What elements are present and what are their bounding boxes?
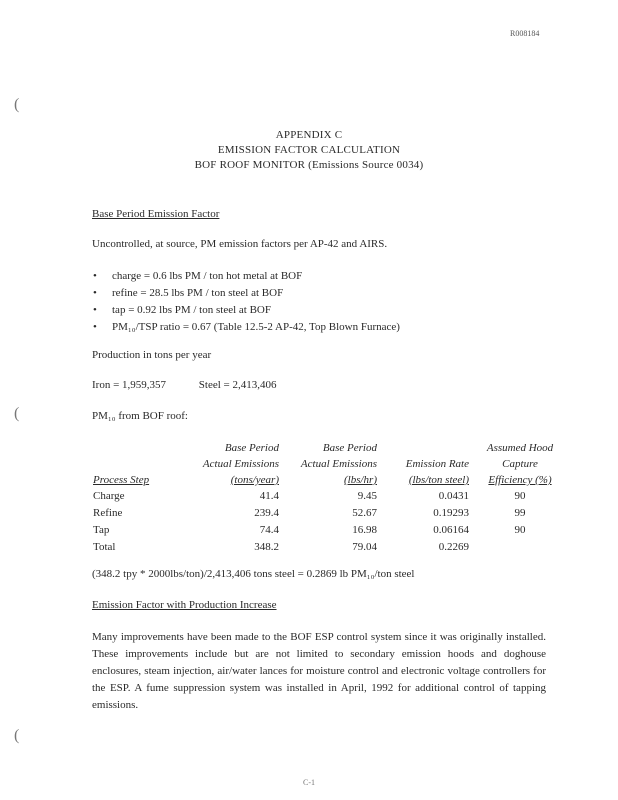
punch-hole-mark: ( bbox=[14, 405, 20, 422]
table-cell: 0.06164 bbox=[433, 524, 469, 536]
table-row bbox=[90, 522, 568, 539]
column-header: Assumed Hood Capture Efficiency (%) bbox=[486, 442, 554, 486]
improvements-paragraph: Many improvements have been made to the BOF ESP control system since it was originally installed. These improvements include but are not limited to secondary emission hoods and doghouse enclosures, steam injection, air/water lances for moisture control and electronic voltage controllers for the ESP. A fume suppression system was installed in April, 1992 for additional control of tapping emissions. bbox=[92, 631, 546, 711]
appendix-title: APPENDIX C bbox=[275, 129, 343, 141]
production-label: Production in tons per year bbox=[92, 349, 212, 361]
emissions-table bbox=[90, 440, 568, 556]
table-cell: 9.45 bbox=[357, 490, 377, 502]
production-values bbox=[92, 379, 276, 391]
appendix-header bbox=[0, 128, 618, 173]
column-header: Base Period Actual Emissions (tons/year) bbox=[202, 442, 279, 486]
table-cell: Charge bbox=[93, 490, 125, 502]
document-id: R008184 bbox=[510, 29, 540, 38]
table-cell: 239.4 bbox=[254, 507, 279, 519]
list-item: • refine = 28.5 lbs PM / ton steel at BOF bbox=[92, 285, 400, 302]
table-cell: 99 bbox=[514, 507, 526, 519]
section-heading-production-increase: Emission Factor with Production Increase bbox=[92, 599, 277, 611]
pm10-label: PM₁₀ from BOF roof: bbox=[92, 410, 188, 422]
list-item: • tap = 0.92 lbs PM / ton steel at BOF bbox=[92, 302, 400, 319]
table-cell: Tap bbox=[93, 524, 110, 536]
list-item: • PM₁₀/TSP ratio = 0.67 (Table 12.5-2 AP-42, Top Blown Furnace) bbox=[92, 319, 400, 336]
appendix-source: BOF ROOF MONITOR (Emissions Source 0034) bbox=[194, 159, 424, 171]
table-cell: 79.04 bbox=[352, 541, 377, 553]
table-cell: 0.2269 bbox=[438, 541, 469, 553]
table-cell: 90 bbox=[514, 490, 526, 502]
column-header: Emission Rate (lbs/ton steel) bbox=[405, 458, 469, 486]
list-item: • charge = 0.6 lbs PM / ton hot metal at BOF bbox=[92, 268, 400, 285]
table-row bbox=[90, 505, 568, 522]
column-header: Base Period Actual Emissions (lbs/hr) bbox=[300, 442, 377, 486]
table-row bbox=[90, 539, 568, 556]
table-cell: 0.19293 bbox=[433, 507, 469, 519]
table-cell: 41.4 bbox=[259, 490, 279, 502]
emission-factor-calculation: (348.2 tpy * 2000lbs/ton)/2,413,406 tons steel = 0.2869 lb PM₁₀/ton steel bbox=[92, 568, 415, 580]
table-cell: 16.98 bbox=[352, 524, 377, 536]
table-cell: 0.0431 bbox=[438, 490, 469, 502]
punch-hole-mark: ( bbox=[14, 727, 20, 744]
table-cell bbox=[472, 539, 568, 556]
punch-hole-mark: ( bbox=[14, 96, 20, 113]
appendix-subtitle: EMISSION FACTOR CALCULATION bbox=[217, 144, 401, 156]
intro-text: Uncontrolled, at source, PM emission factors per AP-42 and AIRS. bbox=[92, 238, 388, 250]
iron-production: Iron = 1,959,357 bbox=[92, 379, 167, 391]
section-heading-base-period: Base Period Emission Factor bbox=[92, 208, 220, 220]
table-header-row bbox=[90, 440, 568, 488]
steel-production: Steel = 2,413,406 bbox=[198, 379, 277, 391]
table-cell: 74.4 bbox=[259, 524, 279, 536]
column-header: Process Step bbox=[93, 474, 150, 486]
table-cell: Refine bbox=[93, 507, 123, 519]
table-row bbox=[90, 488, 568, 505]
table-cell: 52.67 bbox=[352, 507, 377, 519]
table-cell: 90 bbox=[514, 524, 526, 536]
table-cell: 348.2 bbox=[254, 541, 279, 553]
emission-factor-list bbox=[92, 268, 400, 336]
table-cell: Total bbox=[93, 541, 116, 553]
page-number: C-1 bbox=[303, 778, 315, 787]
